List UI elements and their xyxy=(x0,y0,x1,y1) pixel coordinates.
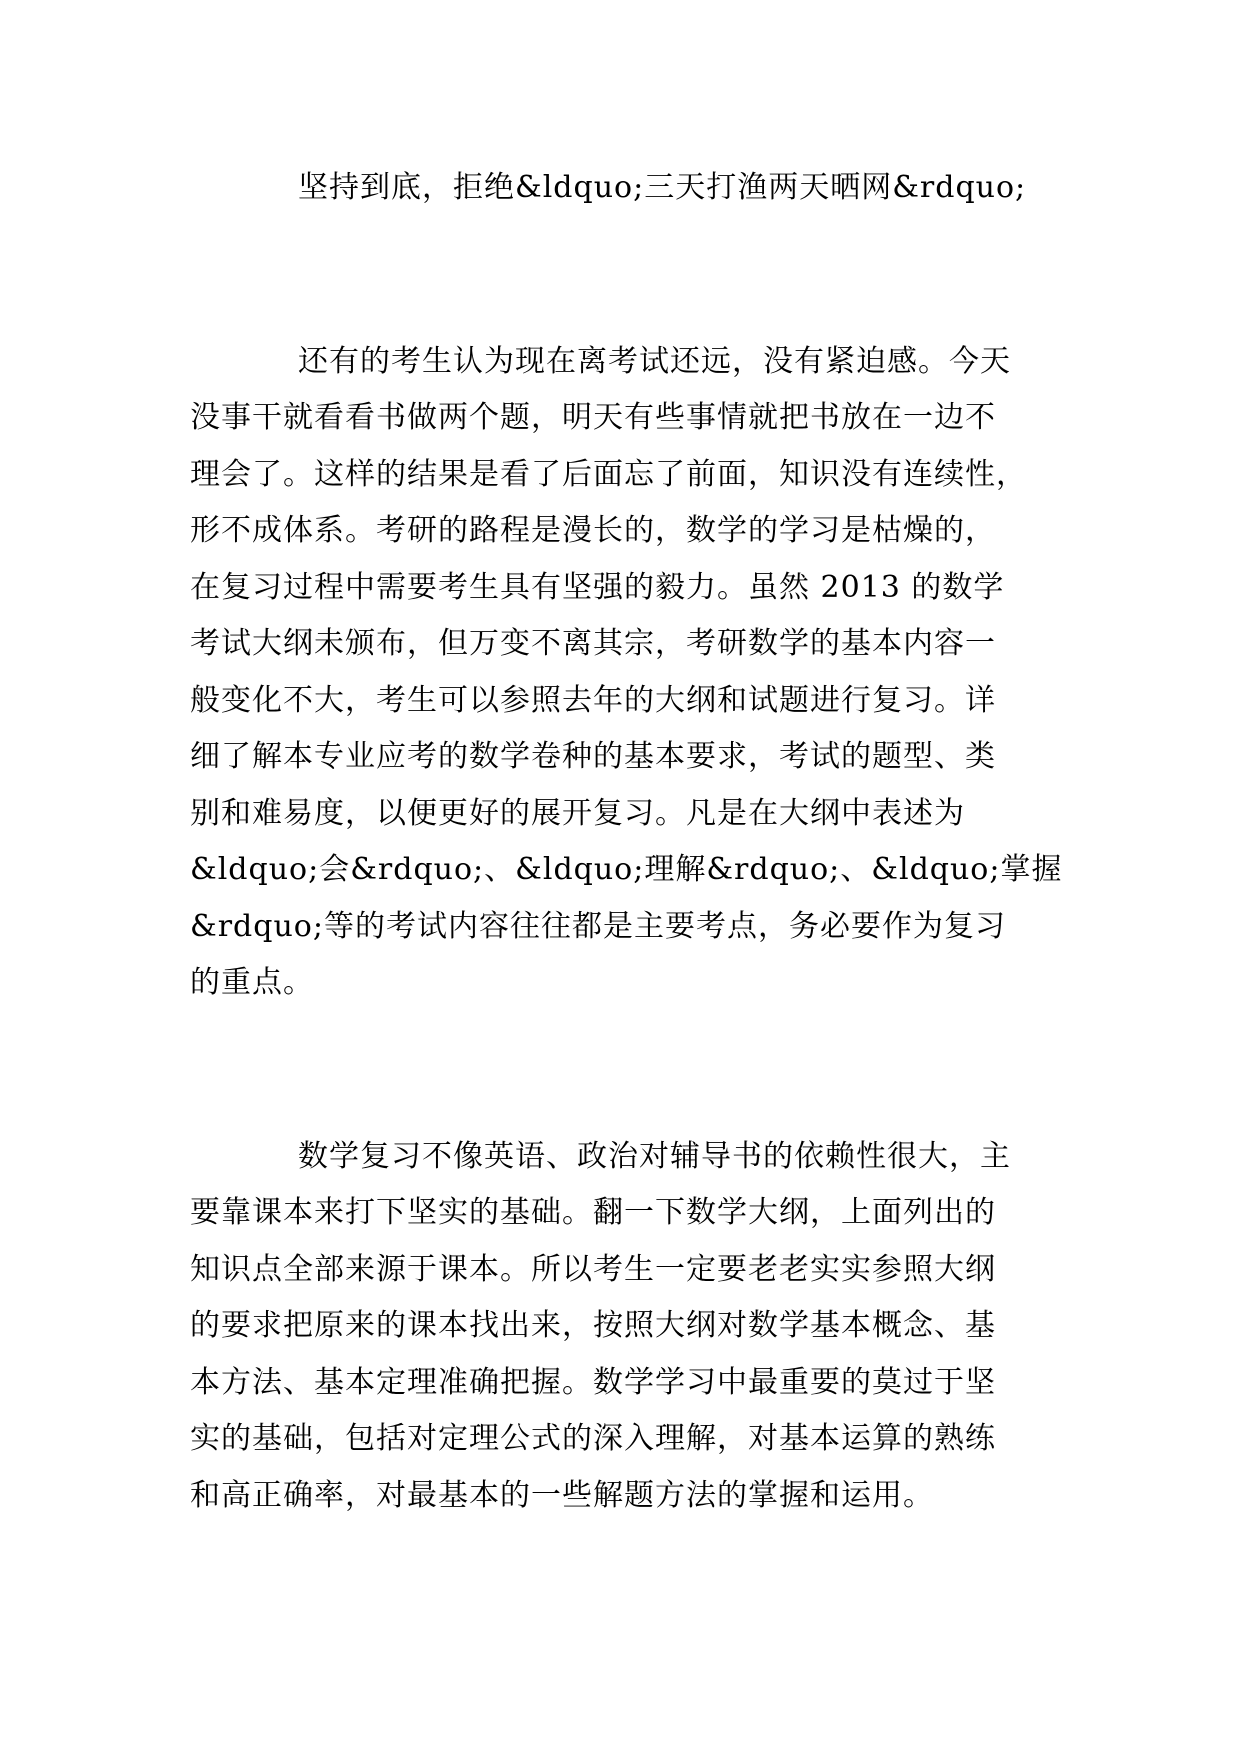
paragraph-line: 本方法、基本定理准确把握。数学学习中最重要的莫过于坚 xyxy=(190,1365,996,1400)
paragraph-line: 的要求把原来的课本找出来，按照大纲对数学基本概念、基 xyxy=(190,1308,996,1343)
paragraph-line: 理会了。这样的结果是看了后面忘了前面，知识没有连续性， xyxy=(190,457,1027,492)
paragraph-line: 实的基础，包括对定理公式的深入理解，对基本运算的熟练 xyxy=(190,1421,996,1456)
paragraph-line: 要靠课本来打下坚实的基础。翻一下数学大纲，上面列出的 xyxy=(190,1195,996,1230)
paragraph-line: &rdquo;等的考试内容往往都是主要考点，务必要作为复习 xyxy=(190,909,1006,944)
paragraph-line: 和高正确率，对最基本的一些解题方法的掌握和运用。 xyxy=(190,1478,934,1513)
paragraph-line: 考试大纲未颁布，但万变不离其宗，考研数学的基本内容一 xyxy=(190,626,996,661)
paragraph-line: 数学复习不像英语、政治对辅导书的依赖性很大，主 xyxy=(298,1139,1011,1174)
paragraph-line: 般变化不大，考生可以参照去年的大纲和试题进行复习。详 xyxy=(190,683,996,718)
paragraph-line: &ldquo;会&rdquo;、&ldquo;理解&rdquo;、&ldquo;掌握 xyxy=(190,852,1063,887)
paragraph-line: 在复习过程中需要考生具有坚强的毅力。虽然 2013 的数学 xyxy=(190,570,1005,605)
paragraph-line: 知识点全部来源于课本。所以考生一定要老老实实参照大纲 xyxy=(190,1252,996,1287)
paragraph-line: 细了解本专业应考的数学卷种的基本要求，考试的题型、类 xyxy=(190,739,996,774)
paragraph-line: 没事干就看看书做两个题，明天有些事情就把书放在一边不 xyxy=(190,400,996,435)
section-heading: 坚持到底，拒绝&ldquo;三天打渔两天晒网&rdquo; xyxy=(298,170,1027,205)
paragraph-line: 还有的考生认为现在离考试还远，没有紧迫感。今天 xyxy=(298,344,1011,379)
paragraph-line: 的重点。 xyxy=(190,965,314,1000)
paragraph-line: 形不成体系。考研的路程是漫长的，数学的学习是枯燥的， xyxy=(190,513,996,548)
paragraph-line: 别和难易度，以便更好的展开复习。凡是在大纲中表述为 xyxy=(190,796,965,831)
